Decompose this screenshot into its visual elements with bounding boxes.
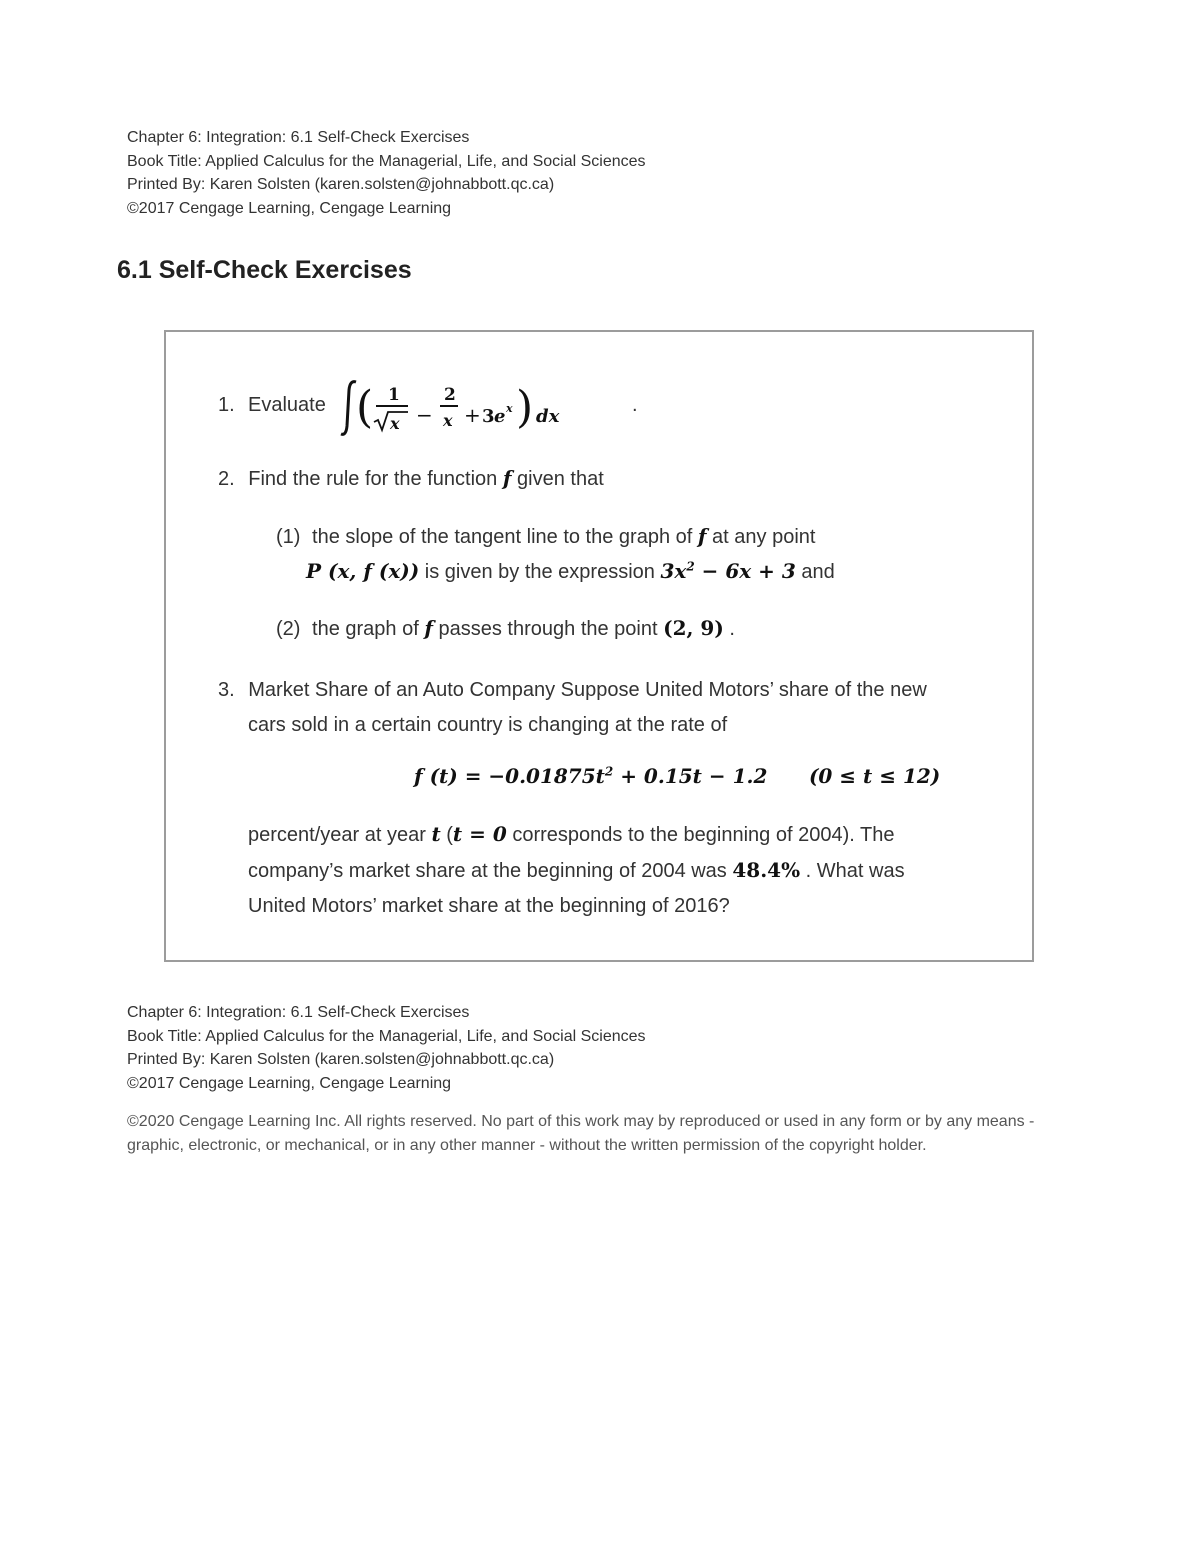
condition-2-end: . — [729, 618, 735, 640]
copyright-line: ©2017 Cengage Learning, Cengage Learning — [127, 1074, 452, 1092]
condition-1 — [276, 524, 815, 549]
exercise-2-text-b: given that — [517, 468, 604, 490]
condition-2-text-a: the graph of — [312, 618, 419, 640]
page-title: 6.1 Self-Check Exercises — [117, 256, 412, 284]
printed-by-line: Printed By: Karen Solsten (karen.solsten@johnabbott.qc.ca) — [127, 176, 555, 193]
exercise-3-line-2: cars sold in a certain country is changing at the rate of — [248, 714, 728, 736]
svg-text:+: + — [464, 403, 481, 427]
svg-text:x: x — [390, 414, 400, 433]
svg-text:1: 1 — [388, 385, 400, 405]
exercise-3 — [218, 673, 927, 743]
exercise-number: 3. — [218, 679, 235, 701]
exercise-3-line-1: Market Share of an Auto Company Suppose United Motors’ share of the new — [248, 679, 927, 701]
math-rate-formula: f $(t) = -0.01875t^2 + 0.15t - 1.2$ — [414, 764, 768, 788]
condition-2-text-b: passes through the point — [438, 618, 658, 640]
math-f: f — [502, 466, 512, 490]
chapter-line: Chapter 6: Integration: 6.1 Self-Check Exercises — [127, 1004, 470, 1021]
svg-text:−: − — [416, 403, 433, 427]
svg-text:2: 2 — [444, 385, 456, 405]
exercise-1-end: . — [632, 394, 638, 416]
exercise-number: 1. — [218, 394, 235, 416]
exercises-box — [164, 330, 1034, 962]
printed-by-line: Printed By: Karen Solsten (karen.solsten@johnabbott.qc.ca) — [127, 1051, 555, 1068]
math-f: f — [697, 524, 707, 548]
condition-number: (2) — [276, 618, 301, 640]
exercise-3-line-4a: company’s market share at the beginning of 2004 was — [248, 860, 727, 882]
math-derivative-expression: $3x^2 - 6x + 3$ — [660, 559, 796, 583]
print-header — [127, 126, 646, 220]
condition-1-text-a: the slope of the tangent line to the graph of — [312, 526, 693, 548]
condition-number: (1) — [276, 526, 301, 548]
math-point: (2, 9) — [663, 616, 724, 640]
math-share: 48.4% — [732, 858, 801, 882]
math-domain: (0 ≤ t ≤ 12) — [808, 764, 941, 788]
exercise-3-body — [248, 817, 905, 924]
condition-1-line-2 — [306, 559, 835, 584]
book-title-line: Book Title: Applied Calculus for the Managerial, Life, and Social Sciences — [127, 152, 646, 170]
exercise-3-line-3b: ( — [446, 824, 453, 846]
exercise-2-text-a: Find the rule for the function — [248, 468, 498, 490]
exercise-3-line-3c: corresponds to the beginning of 2004). The — [512, 824, 895, 846]
svg-text:3: 3 — [482, 406, 495, 427]
integral-formula — [340, 376, 590, 440]
exercise-2 — [218, 466, 604, 491]
rate-function — [414, 764, 940, 789]
math-t: t — [431, 822, 441, 846]
copyright-line: ©2017 Cengage Learning, Cengage Learning — [127, 199, 452, 217]
svg-text:): ) — [516, 382, 534, 433]
integral-expression — [340, 376, 590, 446]
legal-notice: ©2020 Cengage Learning Inc. All rights reserved. No part of this work may by reproduced or used in any form or by any means - graphic, electronic, or mechanical, or in any other manner - without the written permission of the copyright holder. — [127, 1113, 1035, 1154]
exercise-3-line-3a: percent/year at year — [248, 824, 426, 846]
exercise-3-line-5: United Motors’ market share at the beginning of 2016? — [248, 895, 730, 917]
condition-1-text-b: at any point — [712, 526, 816, 548]
svg-text:dx: dx — [536, 406, 560, 427]
exercise-3-line-4b: . What was — [805, 860, 905, 882]
exercise-number: 2. — [218, 468, 235, 490]
svg-text:x: x — [443, 411, 453, 430]
math-f: f — [424, 616, 433, 640]
book-title-line: Book Title: Applied Calculus for the Managerial, Life, and Social Sciences — [127, 1027, 646, 1045]
math-point-P: P (x, f (x)) — [306, 559, 420, 583]
exercise-1-text: Evaluate — [248, 394, 326, 416]
math-t-equals-0: t = 0 — [452, 822, 507, 846]
condition-1-text-d: and — [801, 561, 835, 583]
condition-2 — [276, 616, 735, 641]
chapter-line: Chapter 6: Integration: 6.1 Self-Check Exercises — [127, 129, 470, 146]
svg-text:(: ( — [356, 382, 374, 433]
print-footer-header — [127, 1001, 646, 1095]
svg-text:x: x — [506, 402, 513, 415]
condition-1-text-c: is given by the expression — [424, 561, 655, 583]
svg-text:e: e — [494, 406, 506, 427]
